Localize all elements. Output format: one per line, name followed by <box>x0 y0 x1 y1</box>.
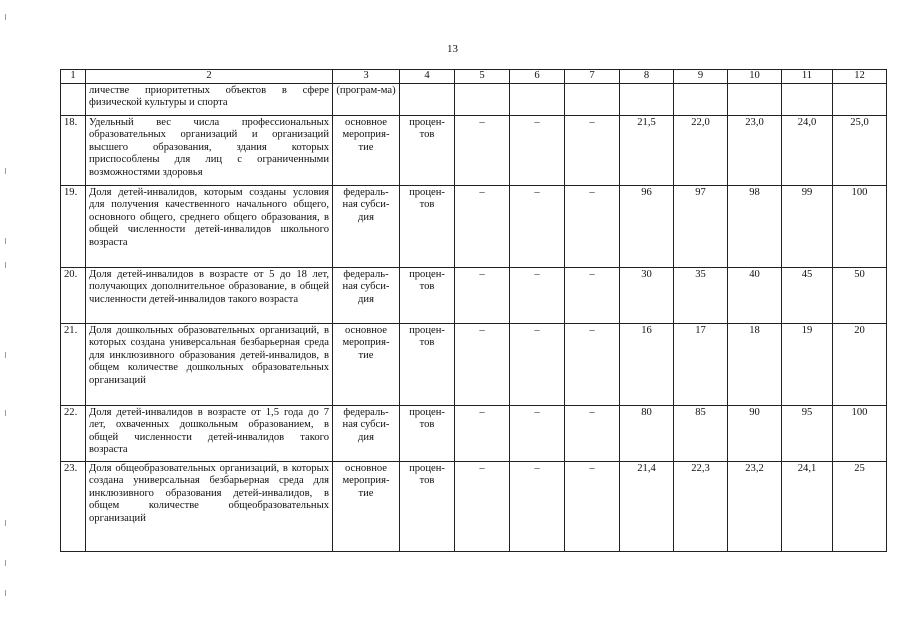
cell-col10: 18 <box>728 323 782 405</box>
cell-col9: 22,0 <box>674 115 728 185</box>
cell-col7: – <box>565 267 620 323</box>
row-number <box>61 83 86 115</box>
left-margin-marks <box>5 0 9 640</box>
indicator-name: Доля детей-инвалидов в возрасте от 5 до 18 лет, получающих дополнительное образование, в общей численности детей-инвалидов такого возраста <box>86 267 333 323</box>
cell-col5: – <box>455 405 510 461</box>
header-cell: 10 <box>728 70 782 84</box>
cell-col5: – <box>455 267 510 323</box>
cell-col6: – <box>510 323 565 405</box>
unit: процен-тов <box>400 115 455 185</box>
header-cell: 7 <box>565 70 620 84</box>
cell-col6: – <box>510 185 565 267</box>
cell-col12: 25 <box>833 461 887 551</box>
cell-col12: 50 <box>833 267 887 323</box>
cell-col11: 19 <box>782 323 833 405</box>
header-cell: 4 <box>400 70 455 84</box>
cell-col9: 22,3 <box>674 461 728 551</box>
header-cell: 9 <box>674 70 728 84</box>
row-number: 22. <box>61 405 86 461</box>
row-number: 21. <box>61 323 86 405</box>
table-row <box>61 323 887 405</box>
cell-col8: 21,5 <box>620 115 674 185</box>
row-number: 19. <box>61 185 86 267</box>
funding-source: федераль-ная субси-дия <box>333 405 400 461</box>
column-number-header <box>61 70 887 84</box>
cell-col7: – <box>565 405 620 461</box>
cell-col9 <box>674 83 728 115</box>
cell-col10: 23,2 <box>728 461 782 551</box>
cell-col10: 90 <box>728 405 782 461</box>
cell-col11: 99 <box>782 185 833 267</box>
cell-col7: – <box>565 115 620 185</box>
cell-col11: 24,1 <box>782 461 833 551</box>
cell-col5: – <box>455 461 510 551</box>
header-cell: 8 <box>620 70 674 84</box>
cell-col12 <box>833 83 887 115</box>
cell-col5: – <box>455 185 510 267</box>
indicator-name: Доля детей-инвалидов, которым созданы условия для получения качественного начального общего, основного общего, среднего общего образования, в общей численности детей-инвалидов школьного возраста <box>86 185 333 267</box>
cell-col11: 24,0 <box>782 115 833 185</box>
table-row <box>61 83 887 115</box>
funding-source: основное мероприя-тие <box>333 323 400 405</box>
cell-col11: 45 <box>782 267 833 323</box>
cell-col12: 25,0 <box>833 115 887 185</box>
header-cell: 5 <box>455 70 510 84</box>
header-cell: 6 <box>510 70 565 84</box>
funding-source: основное мероприя-тие <box>333 115 400 185</box>
cell-col7 <box>565 83 620 115</box>
cell-col5 <box>455 83 510 115</box>
header-cell: 1 <box>61 70 86 84</box>
cell-col12: 100 <box>833 185 887 267</box>
funding-source: федераль-ная субси-дия <box>333 185 400 267</box>
header-cell: 12 <box>833 70 887 84</box>
row-number: 20. <box>61 267 86 323</box>
indicator-name: Доля детей-инвалидов в возрасте от 1,5 года до 7 лет, охваченных дошкольным образованием, в общей численности детей-инвалидов такого возраста <box>86 405 333 461</box>
indicator-name: Доля дошкольных образовательных организаций, в которых создана универсальная безбарьерная среда для инклюзивного образования детей-инвалидов, в общем количестве дошкольных образовательных организаций <box>86 323 333 405</box>
header-cell: 3 <box>333 70 400 84</box>
page-number: 13 <box>447 43 458 55</box>
cell-col11 <box>782 83 833 115</box>
cell-col8 <box>620 83 674 115</box>
cell-col6: – <box>510 115 565 185</box>
cell-col8: 30 <box>620 267 674 323</box>
cell-col12: 100 <box>833 405 887 461</box>
cell-col6: – <box>510 405 565 461</box>
cell-col10: 98 <box>728 185 782 267</box>
cell-col8: 96 <box>620 185 674 267</box>
unit: процен-тов <box>400 323 455 405</box>
funding-source: основное мероприя-тие <box>333 461 400 551</box>
table-row <box>61 267 887 323</box>
unit: процен-тов <box>400 405 455 461</box>
indicator-name: личестве приоритетных объектов в сфере физической культуры и спорта <box>86 83 333 115</box>
table-row <box>61 115 887 185</box>
cell-col9: 97 <box>674 185 728 267</box>
table-row <box>61 185 887 267</box>
funding-source: федераль-ная субси-дия <box>333 267 400 323</box>
row-number: 23. <box>61 461 86 551</box>
cell-col5: – <box>455 323 510 405</box>
cell-col9: 85 <box>674 405 728 461</box>
cell-col5: – <box>455 115 510 185</box>
cell-col8: 21,4 <box>620 461 674 551</box>
cell-col9: 35 <box>674 267 728 323</box>
row-number: 18. <box>61 115 86 185</box>
table-row <box>61 405 887 461</box>
cell-col8: 80 <box>620 405 674 461</box>
cell-col8: 16 <box>620 323 674 405</box>
indicator-name: Удельный вес числа профессиональных образовательных организаций и организаций высшего образования, здания которых приспособлены для лиц с ограниченными возможностями здоровья <box>86 115 333 185</box>
cell-col6: – <box>510 461 565 551</box>
table-row <box>61 461 887 551</box>
cell-col10: 23,0 <box>728 115 782 185</box>
cell-col7: – <box>565 185 620 267</box>
unit: процен-тов <box>400 461 455 551</box>
unit: процен-тов <box>400 185 455 267</box>
funding-source: (програм-ма) <box>333 83 400 115</box>
cell-col12: 20 <box>833 323 887 405</box>
indicator-name: Доля общеобразовательных организаций, в которых создана универсальная безбарьерная среда для инклюзивного образования детей-инвалидов, в общем количестве общеобразовательных организаций <box>86 461 333 551</box>
cell-col11: 95 <box>782 405 833 461</box>
cell-col9: 17 <box>674 323 728 405</box>
cell-col6 <box>510 83 565 115</box>
header-cell: 2 <box>86 70 333 84</box>
indicators-table <box>60 69 887 552</box>
header-cell: 11 <box>782 70 833 84</box>
unit: процен-тов <box>400 267 455 323</box>
cell-col7: – <box>565 323 620 405</box>
cell-col10: 40 <box>728 267 782 323</box>
cell-col10 <box>728 83 782 115</box>
unit <box>400 83 455 115</box>
cell-col6: – <box>510 267 565 323</box>
cell-col7: – <box>565 461 620 551</box>
